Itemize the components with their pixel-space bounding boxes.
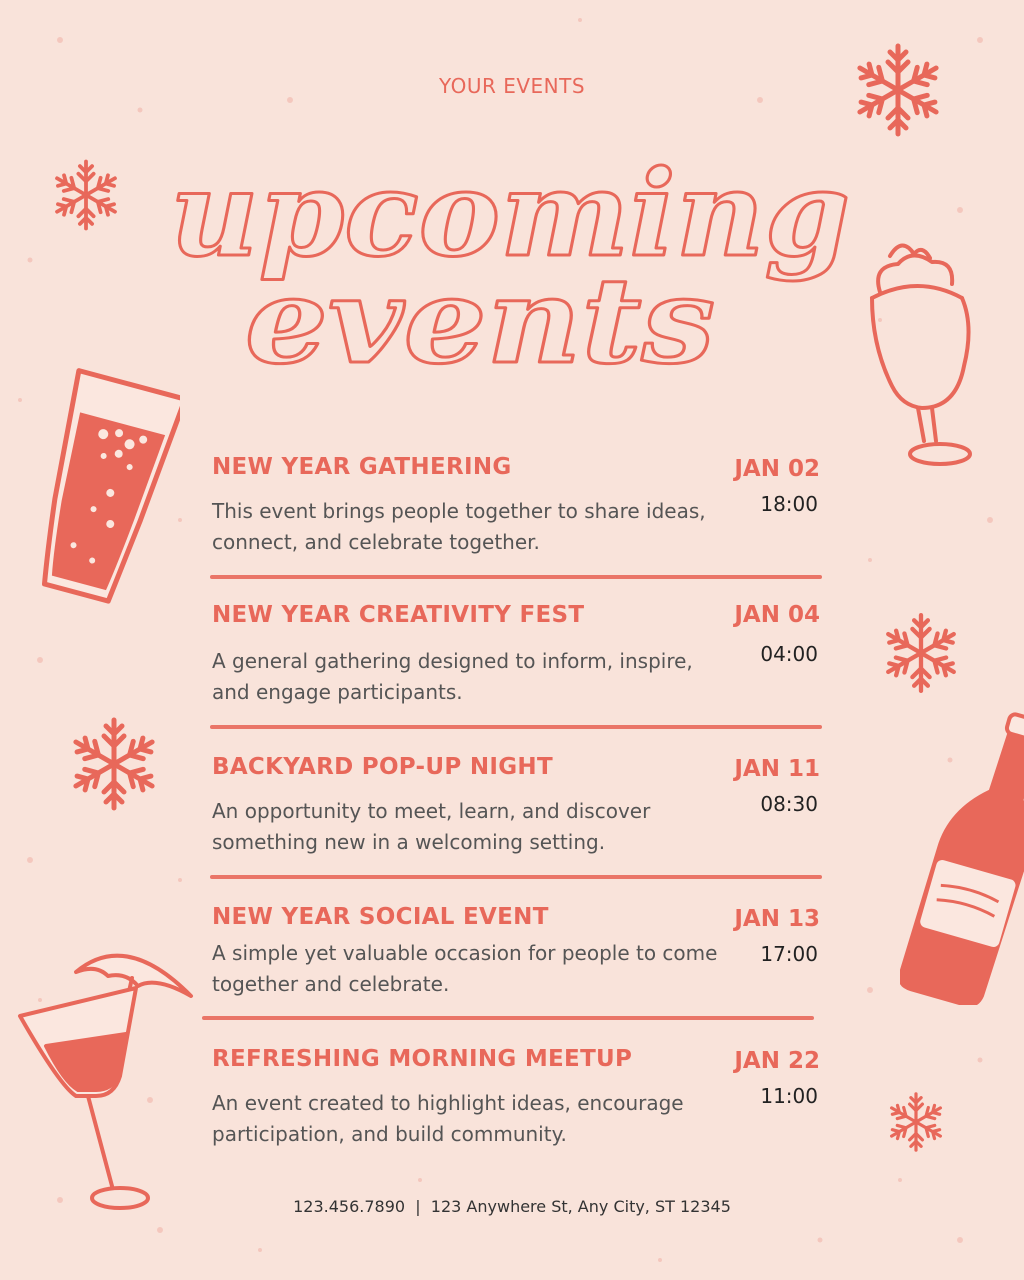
event-time: 04:00 [760,642,818,666]
snowflake-icon [64,714,164,814]
event-name: NEW YEAR SOCIAL EVENT [212,904,549,930]
beer-glass-icon [20,360,180,610]
event-item [212,598,824,748]
snowflake-icon [878,610,964,696]
divider [202,1016,814,1020]
snowflake-icon [884,1090,948,1154]
divider [210,725,822,729]
event-description: This event brings people together to share ideas, connect, and celebrate together. [212,499,706,554]
event-name: NEW YEAR CREATIVITY FEST [212,602,585,628]
event-item [212,748,824,898]
event-item [212,1040,824,1190]
divider [210,875,822,879]
title-line-2: events [245,251,715,390]
event-date: JAN 13 [734,906,820,932]
event-date: JAN 11 [734,756,820,782]
event-date: JAN 02 [734,456,820,482]
event-date: JAN 04 [734,602,820,628]
event-item [212,898,824,1040]
kicker-text: YOUR EVENTS [438,74,586,98]
bottle-icon [900,705,1024,1005]
event-time: 17:00 [760,942,818,966]
event-description: An event created to highlight ideas, encourage participation, and build community. [212,1091,684,1146]
event-name: NEW YEAR GATHERING [212,454,512,480]
snowflake-icon [848,40,948,140]
event-time: 11:00 [760,1084,818,1108]
events-list [212,448,824,1190]
footer-contact: 123.456.7890 | 123 Anywhere St, Any City, ST 12345 [293,1197,731,1216]
cocktail-glass-icon [16,936,196,1220]
event-name: REFRESHING MORNING MEETUP [212,1046,633,1072]
event-name: BACKYARD POP-UP NIGHT [212,754,553,780]
event-item [212,448,824,598]
divider [210,575,822,579]
event-date: JAN 22 [734,1048,820,1074]
snowflake-icon [48,155,124,235]
event-time: 08:30 [760,792,818,816]
milkshake-glass-icon [862,236,978,476]
event-time: 18:00 [760,492,818,516]
page-title [150,140,870,400]
event-description: A simple yet valuable occasion for people to come together and celebrate. [212,941,718,996]
title-line-1: upcoming [170,144,850,283]
event-description: An opportunity to meet, learn, and discover something new in a welcoming setting. [212,799,651,854]
event-description: A general gathering designed to inform, inspire, and engage participants. [212,649,693,704]
